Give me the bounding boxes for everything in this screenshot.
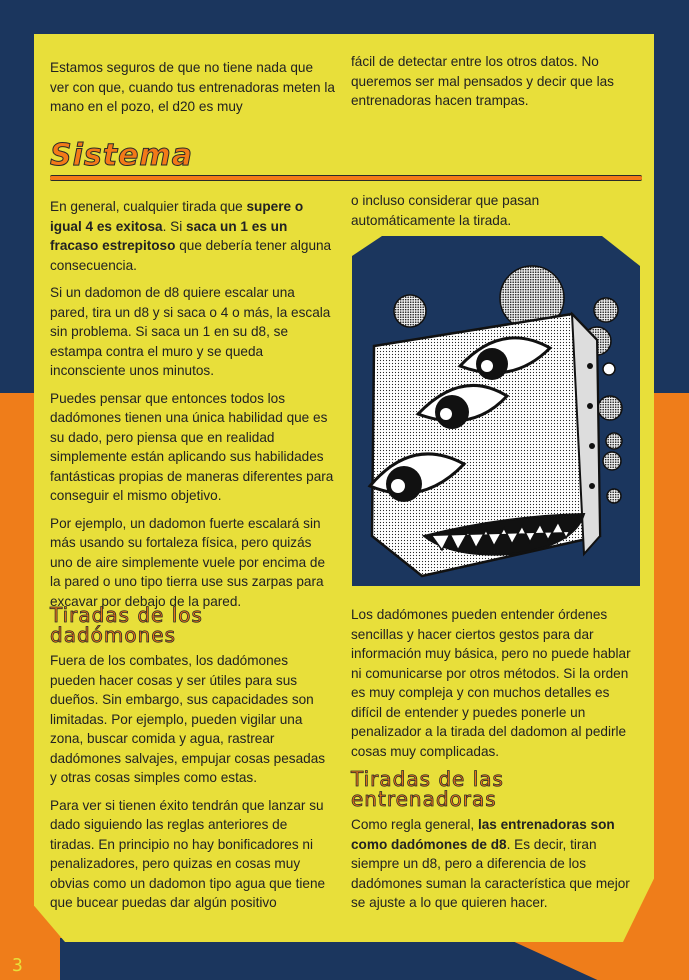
right-column-lower (351, 605, 636, 921)
intro-right (351, 52, 636, 119)
section-title: Sistema (50, 138, 193, 173)
intro-right-text: fácil de detectar entre los otros datos. No queremos ser mal pensados y decir que las entrenadoras hacen trampas. (351, 54, 614, 108)
intro-left (50, 58, 335, 125)
subheading-tiradas-entrenadoras (351, 769, 636, 809)
sistema-right-paragraph: o incluso considerar que pasan automáticamente la tirada. (351, 193, 540, 228)
sistema-paragraph-1 (50, 197, 335, 275)
subheading-tiradas-dadomones (50, 605, 335, 645)
entrenadoras-paragraph-1 (351, 815, 636, 913)
subheading-line: Tiradas de los (50, 603, 203, 627)
left-column (50, 197, 335, 619)
left-column-lower (50, 605, 335, 921)
subheading-line: entrenadoras (351, 787, 497, 811)
dadomones-paragraph-1: Fuera de los combates, los dadómones pueden hacer cosas y ser útiles para sus dueños. Sin embargo, sus capacidades son limitadas. Por ejemplo, pueden vigilar una zona, buscar comida y agua, rastrear dadómones salvajes, empujar cosas pesadas y otras cosas simples como estas. (50, 653, 326, 785)
dadomones-right-paragraph: Los dadómones pueden entender órdenes sencillas y hacer ciertos gestos para dar información muy básica, pero no puede hablar ni comunicarse por otros métodos. Si la orden es muy compleja y con muchos detalles es difícil de entender y puedes ponerle un penalizador a la tirada del dadomon al pedirle cosas muy complicadas. (351, 607, 631, 759)
text-run: . Es decir, tiran siempre un d8, pero a diferencia de los dadómones suman la característica que mejor se ajuste a lo que quieren hacer. (351, 836, 630, 910)
page-number: 3 (12, 955, 23, 976)
sistema-paragraph-2: Si un dadomon de d8 quiere escalar una pared, tira un d8 y si saca o 4 o más, la escala sin problema. Si saca un 1 en su d8, se estampa contra el muro y se queda inconsciente unos minutos. (50, 285, 331, 378)
sistema-paragraph-3: Puedes pensar que entonces todos los dadómones tienen una única habilidad que es su dado, pero piensa que en realidad simplemente están aplicando sus habilidades fantásticas propias de maneras diferentes para conseguir el mismo objetivo. (50, 390, 334, 503)
bold-run: supere o igual 4 es exitosa (50, 199, 304, 234)
text-run: Como regla general, (351, 817, 478, 832)
bold-run: saca un 1 es un fracaso estrepitoso (50, 218, 288, 253)
bold-run: las entrenadoras son como dadómones de d8 (351, 817, 615, 852)
text-run: En general, cualquier tirada que (50, 199, 247, 214)
dadomones-paragraph-2: Para ver si tienen éxito tendrán que lanzar su dado siguiendo las reglas anteriores de tiradas. En principio no hay bonificadores ni penalizadores, pero quizas en cosas muy obvias como un dadomon tipo agua que tiene que bucear puedas dar algún positivo (50, 797, 326, 910)
dice-monster-illustration (352, 236, 640, 586)
subheading-line: dadómones (50, 623, 177, 647)
sistema-paragraph-4: Por ejemplo, un dadomon fuerte escalará sin más usando su fortaleza física, pero quizás uno de aire simplemente vuele por encima de la pared o uno tipo tierra use sus zarpas para excavar por debajo de la pared. (50, 515, 326, 609)
intro-left-text: Estamos seguros de que no tiene nada que ver con que, cuando tus entrenadoras meten la mano en el pozo, el d20 es muy (50, 60, 335, 114)
section-title-rule (50, 175, 642, 181)
background-orange-left (0, 938, 60, 980)
text-run: . Si (162, 218, 187, 234)
text-run: que debería tener alguna consecuencia. (50, 238, 332, 273)
subheading-line: Tiradas de las (351, 767, 504, 791)
right-column-top (351, 191, 636, 238)
